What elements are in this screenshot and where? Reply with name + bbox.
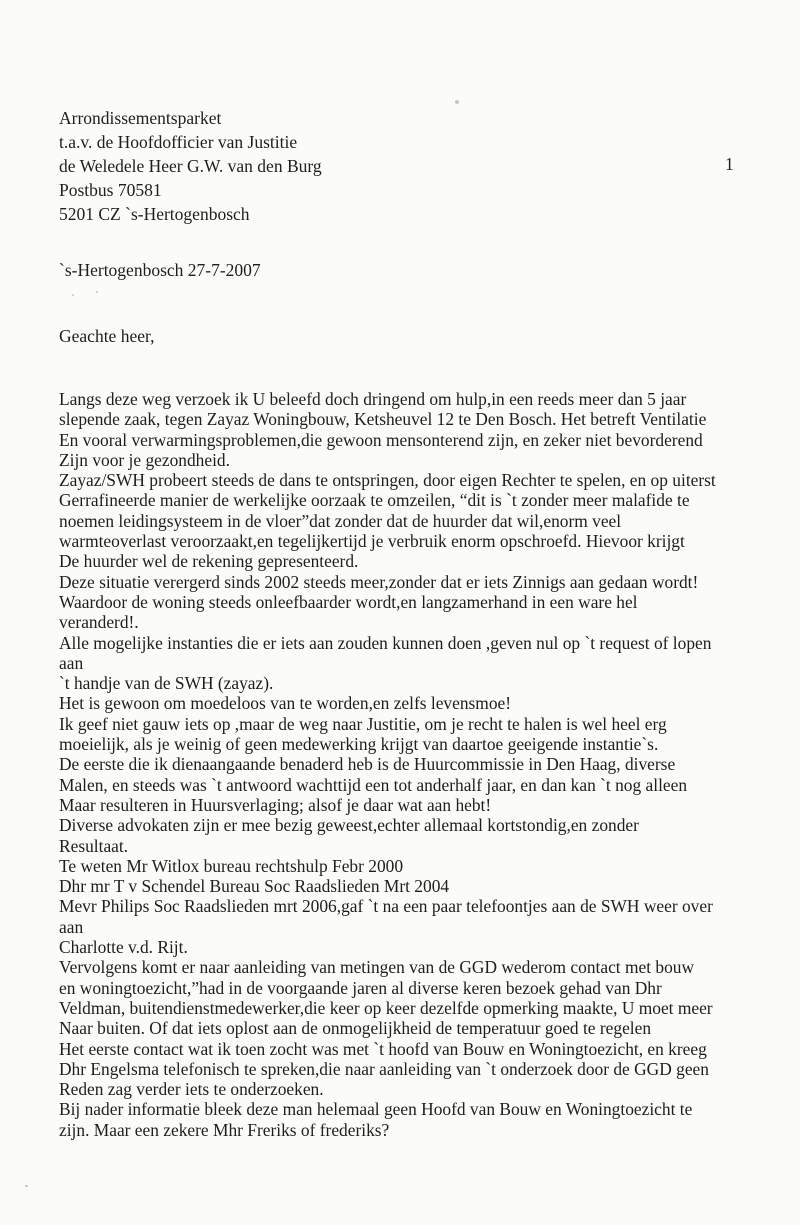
body-line: Waardoor de woning steeds onleefbaarder wordt,en langzamerhand in een ware hel (59, 591, 638, 612)
address-line: Postbus 70581 (59, 180, 162, 200)
body-line: `t handje van de SWH (zayaz). (59, 673, 274, 694)
body-line: En vooral verwarmingsproblemen,die gewoon mensonterend zijn, en zeker niet bevorderend (59, 429, 703, 450)
page-number: 1 (725, 154, 734, 174)
body-line: Ik geef niet gauw iets op ,maar de weg naar Justitie, om je recht te halen is wel heel erg (59, 713, 667, 734)
body-line: veranderd!. (59, 612, 139, 633)
body-line: Bij nader informatie bleek deze man helemaal geen Hoofd van Bouw en Woningtoezicht te (59, 1099, 693, 1120)
body-line: en woningtoezicht,”had in de voorgaande jaren al diverse keren bezoek gehad van Dhr (59, 977, 662, 998)
body-line: Mevr Philips Soc Raadslieden mrt 2006,gaf `t na een paar telefoontjes aan de SWH weer over (59, 896, 713, 917)
scan-speck (25, 1185, 28, 1187)
body-line: Maar resulteren in Huursverlaging; alsof je daar wat aan hebt! (59, 794, 492, 815)
body-line: zijn. Maar een zekere Mhr Freriks of frederiks? (59, 1119, 390, 1140)
body-line: Zijn voor je gezondheid. (59, 449, 230, 470)
address-line: 5201 CZ `s-Hertogenbosch (59, 204, 250, 224)
body-line: De huurder wel de rekening gepresenteerd. (59, 551, 359, 572)
body-line: Zayaz/SWH probeert steeds de dans te ontspringen, door eigen Rechter te spelen, en op uiterst (59, 470, 716, 491)
body-line: aan (59, 916, 84, 937)
body-line: Het is gewoon om moedeloos van te worden,en zelfs levensmoe! (59, 693, 512, 714)
body-line: aan (59, 652, 84, 673)
address-line: Arrondissementsparket (59, 108, 222, 128)
body-line: Vervolgens komt er naar aanleiding van metingen van de GGD wederom contact met bouw (59, 957, 695, 978)
body-line: Charlotte v.d. Rijt. (59, 937, 188, 958)
body-line: Dhr Engelsma telefonisch te spreken,die naar aanleiding van `t onderzoek door de GGD geen (59, 1058, 709, 1079)
body-line: Langs deze weg verzoek ik U beleefd doch dringend om hulp,in een reeds meer dan 5 jaar (59, 389, 687, 409)
body-line: Het eerste contact wat ik toen zocht was met `t hoofd van Bouw en Woningtoezicht, en kreeg (59, 1038, 707, 1059)
address-line: t.a.v. de Hoofdofficier van Justitie (59, 132, 298, 152)
body-line: Naar buiten. Of dat iets oplost aan de onmogelijkheid de temperatuur goed te regelen (59, 1018, 652, 1039)
body-line: slepende zaak, tegen Zayaz Woningbouw, Ketsheuvel 12 te Den Bosch. Het betreft Ventilatie (59, 409, 707, 430)
body-line: Veldman, buitendienstmedewerker,die keer op keer dezelfde opmerking maakte, U moet meer (59, 997, 713, 1018)
body-line: Deze situatie verergerd sinds 2002 steeds meer,zonder dat er iets Zinnigs aan gedaan wordt! (59, 571, 699, 592)
salutation: Geachte heer, (59, 326, 155, 346)
dateline: `s-Hertogenbosch 27-7-2007 (59, 260, 261, 280)
scan-speck (455, 100, 459, 104)
address-line: de Weledele Heer G.W. van den Burg (59, 156, 322, 176)
letter-body (59, 389, 759, 1140)
body-line: De eerste die ik dienaangaande benaderd heb is de Huurcommissie in Den Haag, diverse (59, 754, 676, 775)
body-line: Malen, en steeds was `t antwoord wachttijd een tot anderhalf jaar, en dan kan `t nog alleen (59, 774, 688, 795)
body-line: Alle mogelijke instanties die er iets aan zouden kunnen doen ,geven nul op `t request of lopen (59, 632, 712, 653)
body-line: Gerrafineerde manier de werkelijke oorzaak te omzeilen, “dit is `t zonder meer malafide te (59, 490, 690, 511)
body-line: Dhr mr T v Schendel Bureau Soc Raadslieden Mrt 2004 (59, 876, 450, 897)
body-line: warmteoverlast veroorzaakt,en tegelijkertijd je verbruik enorm opschroefd. Hievoor krijgt (59, 531, 685, 552)
body-line: Reden zag verder iets te onderzoeken. (59, 1079, 324, 1100)
recipient-address (59, 106, 322, 226)
scan-speck (72, 294, 74, 296)
scan-speck (96, 291, 98, 293)
body-line: Resultaat. (59, 835, 129, 856)
body-line: noemen leidingsysteem in de vloer”dat zonder dat de huurder dat wil,enorm veel (59, 510, 622, 531)
body-line: moeielijk, als je weinig of geen medewerking krijgt van daartoe geeigende instantie`s. (59, 734, 659, 755)
body-line: Diverse advokaten zijn er mee bezig geweest,echter allemaal kortstondig,en zonder (59, 815, 639, 836)
body-line: Te weten Mr Witlox bureau rechtshulp Febr 2000 (59, 855, 404, 876)
